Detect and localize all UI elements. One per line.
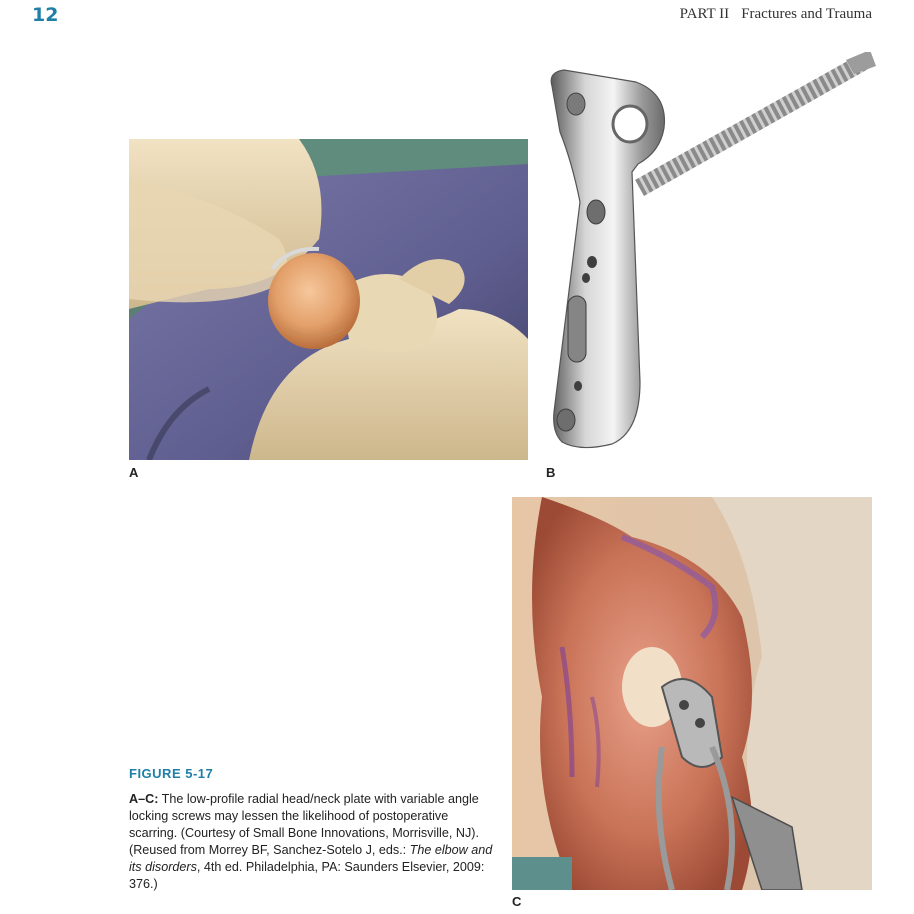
section-title: Fractures and Trauma xyxy=(741,6,872,22)
figure-b-photo xyxy=(540,52,876,462)
running-head xyxy=(680,6,872,23)
caption-text-1: The low-profile radial head/neck plate with variable angle locking screws may lessen the likelihood of postoperative scarring. (Courtesy of Small Bone Innovations, Morrisville, NJ). (Reused from Morrey BF, Sanchez-Sotelo J, eds.: xyxy=(129,792,479,857)
caption-text-2: , 4th ed. Philadelphia, PA: Saunders Elsevier, 2009: 376.) xyxy=(129,860,485,891)
figure-caption xyxy=(129,791,499,893)
figure-c-label: C xyxy=(512,894,522,909)
figure-number: FIGURE 5-17 xyxy=(129,766,214,781)
caption-book-title: The elbow and its disorders xyxy=(129,843,493,874)
caption-lead: A–C: xyxy=(129,792,159,806)
figure-a-photo xyxy=(129,139,528,460)
figure-a-label: A xyxy=(129,465,139,480)
figure-b-label: B xyxy=(546,465,556,480)
part-label: PART II xyxy=(679,6,730,22)
page-number: 12 xyxy=(32,4,59,26)
figure-c-photo xyxy=(512,497,872,890)
